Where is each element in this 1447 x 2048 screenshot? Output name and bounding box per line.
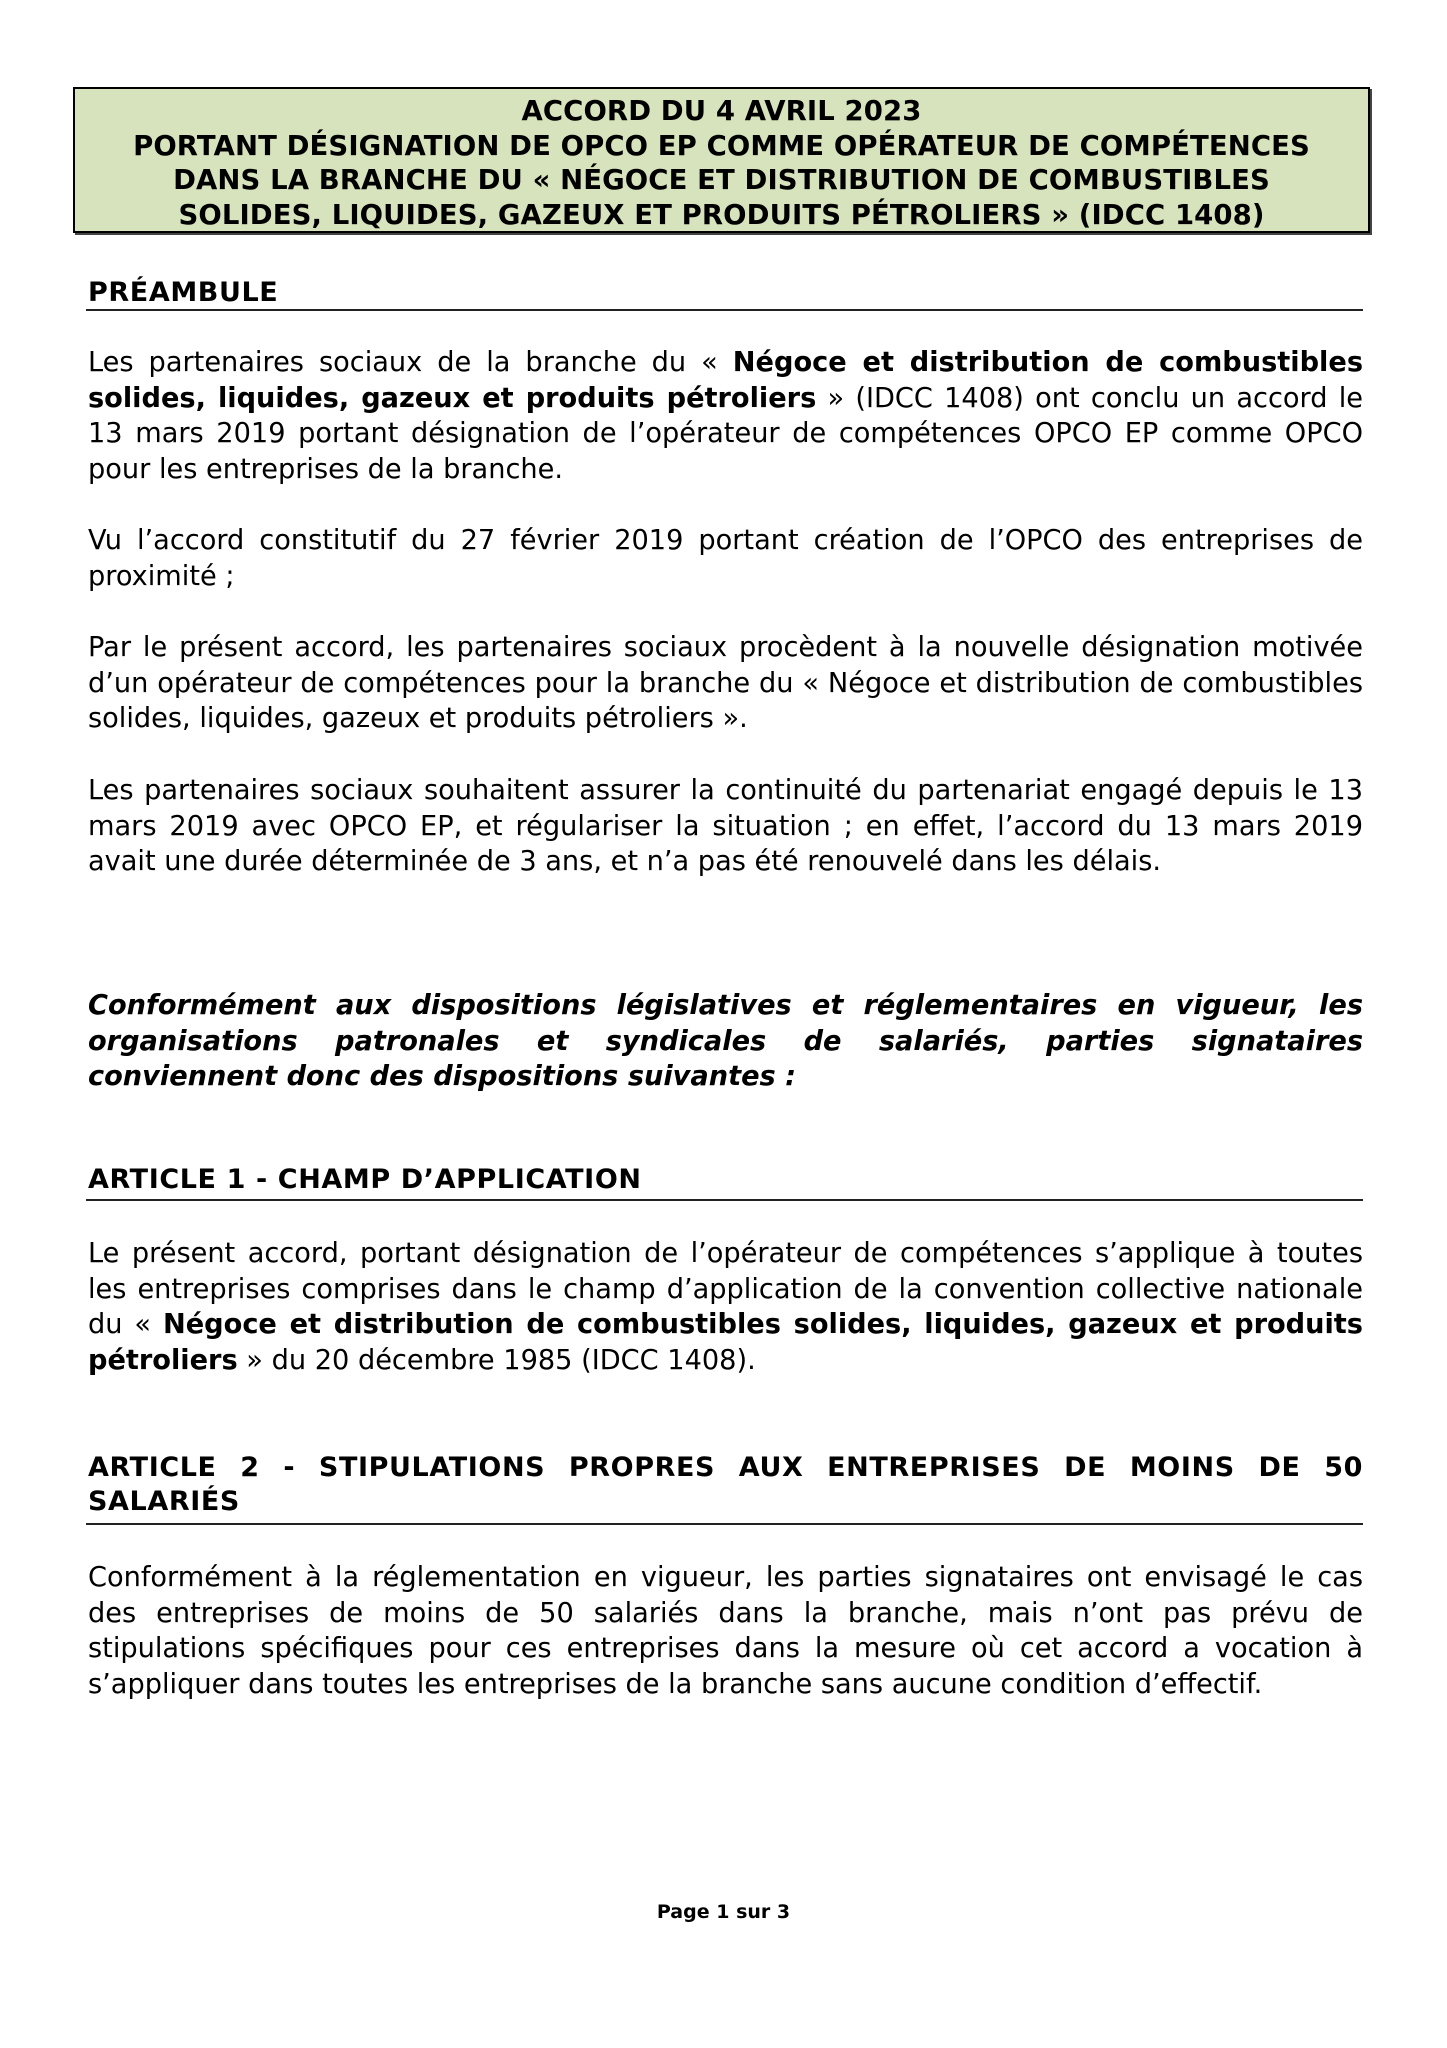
heading-rule: [86, 1523, 1363, 1525]
title-line-designation: PORTANT DÉSIGNATION DE OPCO EP COMME OPÉRATEUR DE COMPÉTENCES: [133, 129, 1310, 162]
text-run: Le présent accord, portant désignation de l’opérateur de compétences s’applique à toutes les entreprises comprises dans le champ d’application de la convention collective nationale du «: [88, 1238, 1363, 1341]
text-run: » du 20 décembre 1985 (IDCC 1408).: [237, 1344, 756, 1376]
preambule-paragraph-4: Les partenaires sociaux souhaitent assurer la continuité du partenariat engagé depuis le 13 mars 2019 avec OPCO EP, et régulariser la situation ; en effet, l’accord du 13 mars 2019 avait une durée déterminée de 3 ans, et n’a pas été renouvelé dans les délais.: [88, 775, 1363, 878]
bold-branch-name: Négoce et distribution de combustibles solides, liquides, gazeux et produits pétroliers: [88, 347, 1363, 414]
heading-article-2: ARTICLE 2 - STIPULATIONS PROPRES AUX ENTREPRISES DE MOINS DE 50 SALARIÉS: [88, 1452, 1363, 1517]
bold-branch-name: Négoce et distribution de combustibles solides, liquides, gazeux et produits pétroliers: [88, 1309, 1363, 1376]
page-number: Page 1 sur 3: [656, 1901, 791, 1923]
preambule-conclusion: Conformément aux dispositions législatives et réglementaires en vigueur, les organisations patronales et syndicales de salariés, parties signataires conviennent donc des dispositions suivantes :: [88, 990, 1363, 1093]
preambule-paragraph-1: [88, 345, 1363, 487]
heading-preambule: PRÉAMBULE: [88, 277, 279, 308]
heading-rule: [86, 1199, 1363, 1201]
article-2-paragraph: Conformément à la réglementation en vigueur, les parties signataires ont envisagé le cas des entreprises de moins de 50 salariés dans la branche, mais n’ont pas prévu de stipulations spécifiques pour ces entreprises dans la mesure où cet accord a vocation à s’appliquer dans toutes les entreprises de la branche sans aucune condition d’effectif.: [88, 1562, 1363, 1700]
text-run: Les partenaires sociaux de la branche du «: [88, 347, 733, 378]
heading-article-1: ARTICLE 1 - CHAMP D’APPLICATION: [88, 1164, 642, 1195]
heading-rule: [86, 309, 1363, 311]
preambule-paragraph-3: Par le présent accord, les partenaires sociaux procèdent à la nouvelle désignation motivée d’un opérateur de compétences pour la branche du « Négoce et distribution de combustibles solides, liquides, gazeux et produits pétroliers ».: [88, 632, 1363, 735]
preambule-paragraph-2: Vu l’accord constitutif du 27 février 2019 portant création de l’OPCO des entreprises de proximité ;: [88, 525, 1363, 592]
title-line-branch: DANS LA BRANCHE DU « NÉGOCE ET DISTRIBUTION DE COMBUSTIBLES: [173, 164, 1270, 196]
title-box: [73, 87, 1370, 233]
text-run: » (IDCC 1408) ont conclu un accord le 13 mars 2019 portant désignation de l’opérateur de compétences OPCO EP comme OPCO pour les entreprises de la branche.: [88, 382, 1363, 485]
title-line-date: ACCORD DU 4 AVRIL 2023: [521, 95, 922, 127]
title-line-idcc: SOLIDES, LIQUIDES, GAZEUX ET PRODUITS PÉTROLIERS » (IDCC 1408): [178, 198, 1265, 231]
article-1-paragraph: [88, 1236, 1363, 1378]
